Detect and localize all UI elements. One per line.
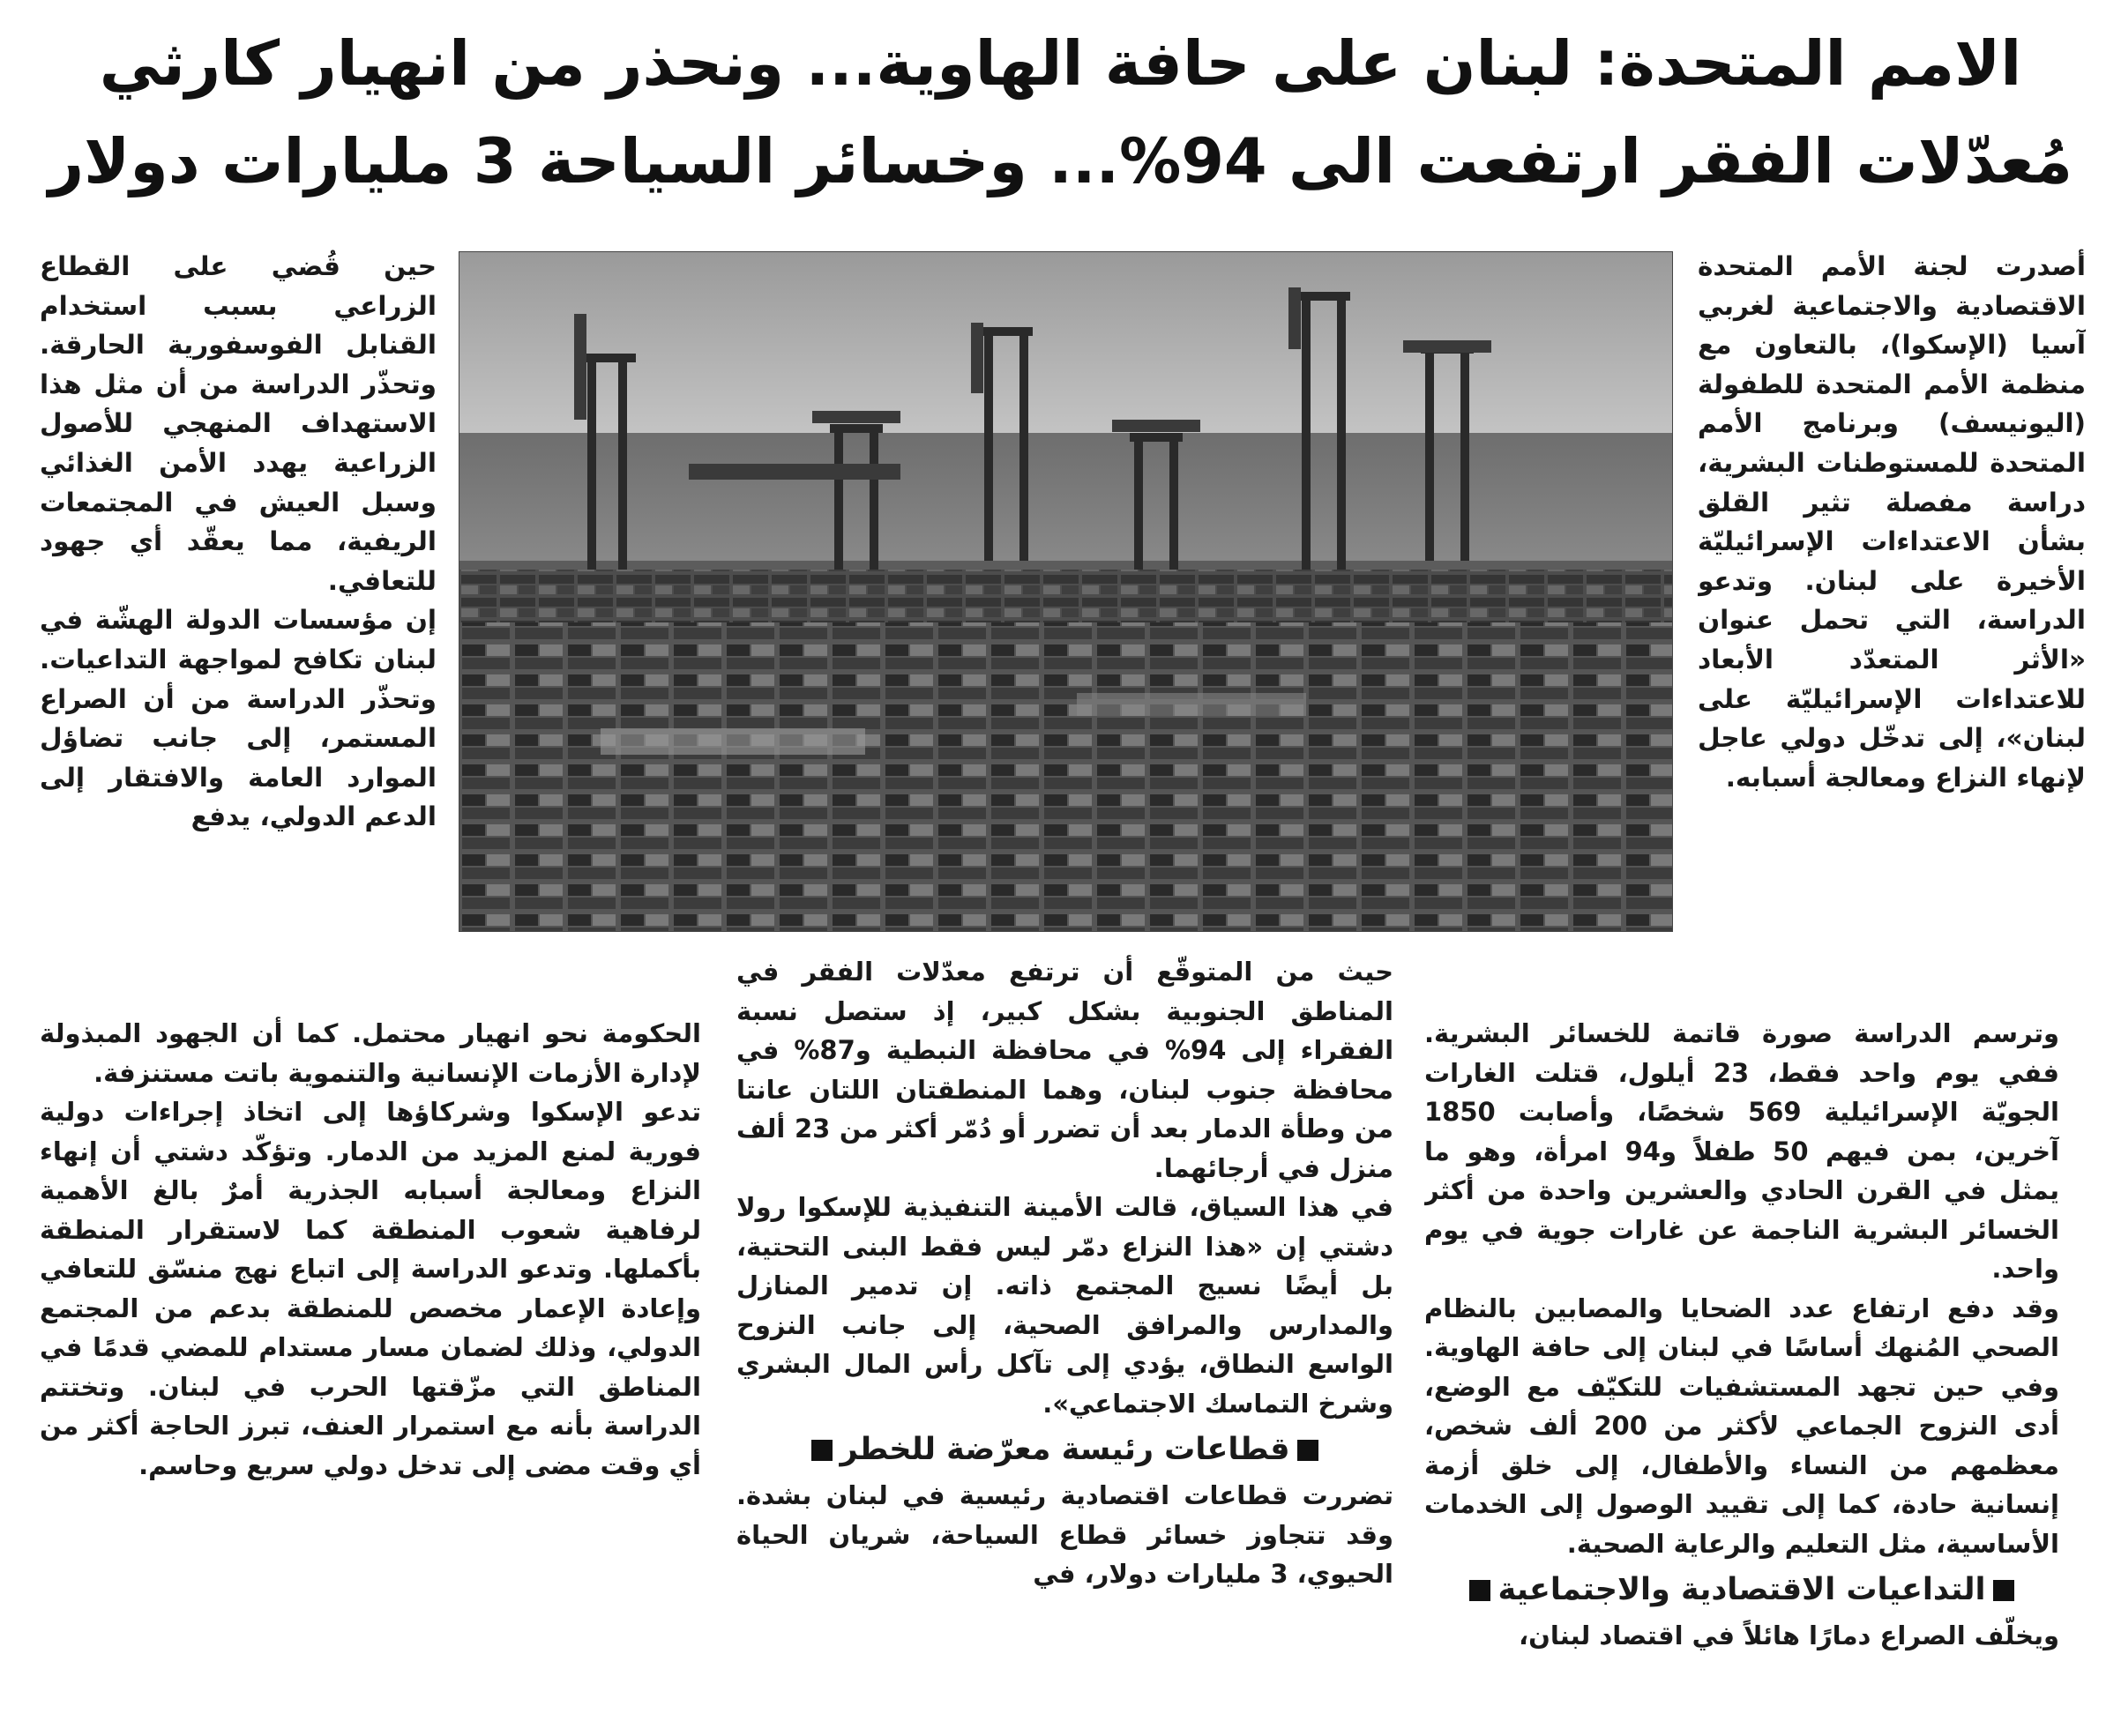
article-column-left [40,247,437,1012]
paragraph: وقد دفع ارتفاع عدد الضحايا والمصابين بالنظام الصحي المُنهك أساسًا في لبنان إلى حافة الهاوية. وفي حين تجهد المستشفيات للتكيّف مع الوضع، أدى النزوح الجماعي لأكثر من 200 ألف شخص، معظمهم من النساء والأطفال، إلى خلق أزمة إنسانية حادة، كما إلى تقييد الوصول إلى الخدمات الأساسية، مثل التعليم والرعاية الصحية. [1424,1293,2059,1559]
article-column-right [1698,247,2086,1012]
subheading-text: قطاعات رئيسة معرّضة للخطر [840,1432,1290,1467]
square-bullet-icon [1993,1580,2014,1601]
paragraph: حيث من المتوقّع أن ترتفع معدّلات الفقر في المناطق الجنوبية بشكل كبير، إذ ستصل نسبة الفقراء إلى 94% في محافظة النبطية و87% في محافظة جنوب لبنان، وهما المنطقتان اللتان عانتا من وطأة الدمار بعد أن تضرر أو دُمّر أكثر من 23 ألف منزل في أرجائهما. [736,957,1393,1183]
article-column-bottom-middle [736,952,1393,1710]
headline-line-1: الامم المتحدة: لبنان على حافة الهاوية... ونحذر من انهيار كارثي [99,27,2022,100]
paragraph: تضررت قطاعات اقتصادية رئيسية في لبنان بشدة. وقد تتجاوز خسائر قطاع السياحة، شريان الحياة الحيوي، 3 مليارات دولار، في [736,1480,1393,1589]
paragraph: حين قُضي على القطاع الزراعي بسبب استخدام القنابل الفوسفورية الحارقة. وتحذّر الدراسة من أن مثل هذا الاستهداف المنهجي للأصول الزراعية يهدد الأمن الغذائي وسبل العيش في المجتمعات الريفية، مما يعقّد أي جهود للتعافي. [40,251,437,596]
paragraph: الحكومة نحو انهيار محتمل. كما أن الجهود المبذولة لإدارة الأزمات الإنسانية والتنموية باتت مستنزفة. [40,1018,701,1088]
paragraph: إن مؤسسات الدولة الهشّة في لبنان تكافح لمواجهة التداعيات. وتحذّر الدراسة من أن الصراع المستمر، إلى جانب تضاؤل الموارد العامة والافتقار إلى الدعم الدولي، يدفع [40,605,437,832]
paragraph: تدعو الإسكوا وشركاؤها إلى اتخاذ إجراءات دولية فورية لمنع المزيد من الدمار. وتؤكّد دشتي أن إنهاء النزاع ومعالجة أسبابه الجذرية أمرٌ بالغ الأهمية لرفاهية شعوب المنطقة كما لاستقرار المنطقة بأكملها. وتدعو الدراسة إلى اتباع نهج منسّق للتعافي وإعادة الإعمار مخصص للمنطقة بدعم من المجتمع الدولي، وذلك لضمان مسار مستدام للمضي قدمًا في المناطق التي مزّقتها الحرب في لبنان. وتختتم الدراسة بأنه مع استمرار العنف، تبرز الحاجة أكثر من أي وقت مضى إلى تدخل دولي سريع وحاسم. [40,1097,701,1480]
article-column-bottom-left [40,1014,701,1710]
square-bullet-icon [811,1440,833,1461]
section-subheading [1424,1563,2059,1616]
article-column-bottom-right [1424,1014,2059,1710]
square-bullet-icon [1469,1580,1490,1601]
paragraph: في هذا السياق، قالت الأمينة التنفيذية للإسكوا رولا دشتي إن «هذا النزاع دمّر ليس فقط البنى التحتية، بل أيضًا نسيج المجتمع ذاته. إن تدمير المنازل والمدارس والمرافق الصحية، إلى جانب النزوح الواسع النطاق، يؤدي إلى تآكل رأس المال البشري وشرخ التماسك الاجتماعي». [736,1192,1393,1419]
subheading-text: التداعيات الاقتصادية والاجتماعية [1497,1572,1986,1607]
port-photo [459,251,1673,932]
paragraph: وترسم الدراسة صورة قاتمة للخسائر البشرية. ففي يوم واحد فقط، 23 أيلول، قتلت الغارات الجويّة الإسرائيلية 569 شخصًا، وأصابت 1850 آخرين، بمن فيهم 50 طفلاً و94 امرأة، وهو ما يمثل في القرن الحادي والعشرين واحدة من أكثر الخسائر البشرية الناجمة عن غارات جوية في يوم واحد. [1424,1018,2059,1284]
paragraph: ويخلّف الصراع دمارًا هائلاً في اقتصاد لبنان، [1519,1621,2059,1650]
headline-line-2: مُعدّلات الفقر ارتفعت الى 94%... وخسائر السياحة 3 مليارات دولار [48,125,2073,197]
section-subheading [736,1423,1393,1476]
square-bullet-icon [1297,1440,1318,1461]
paragraph: أصدرت لجنة الأمم المتحدة الاقتصادية والاجتماعية لغربي آسيا (الإسكوا)، بالتعاون مع منظمة الأمم المتحدة للطفولة (اليونيسف) وبرنامج الأمم المتحدة للمستوطنات البشرية، دراسة مفصلة تثير القلق بشأن الاعتداءات الإسرائيليّة الأخيرة على لبنان. وتدعو الدراسة، التي تحمل عنوان «الأثر المتعدّد الأبعاد للاعتداءات الإسرائيليّة على لبنان»، إلى تدخّل دولي عاجل لإنهاء النزاع ومعالجة أسبابه. [1698,251,2086,793]
